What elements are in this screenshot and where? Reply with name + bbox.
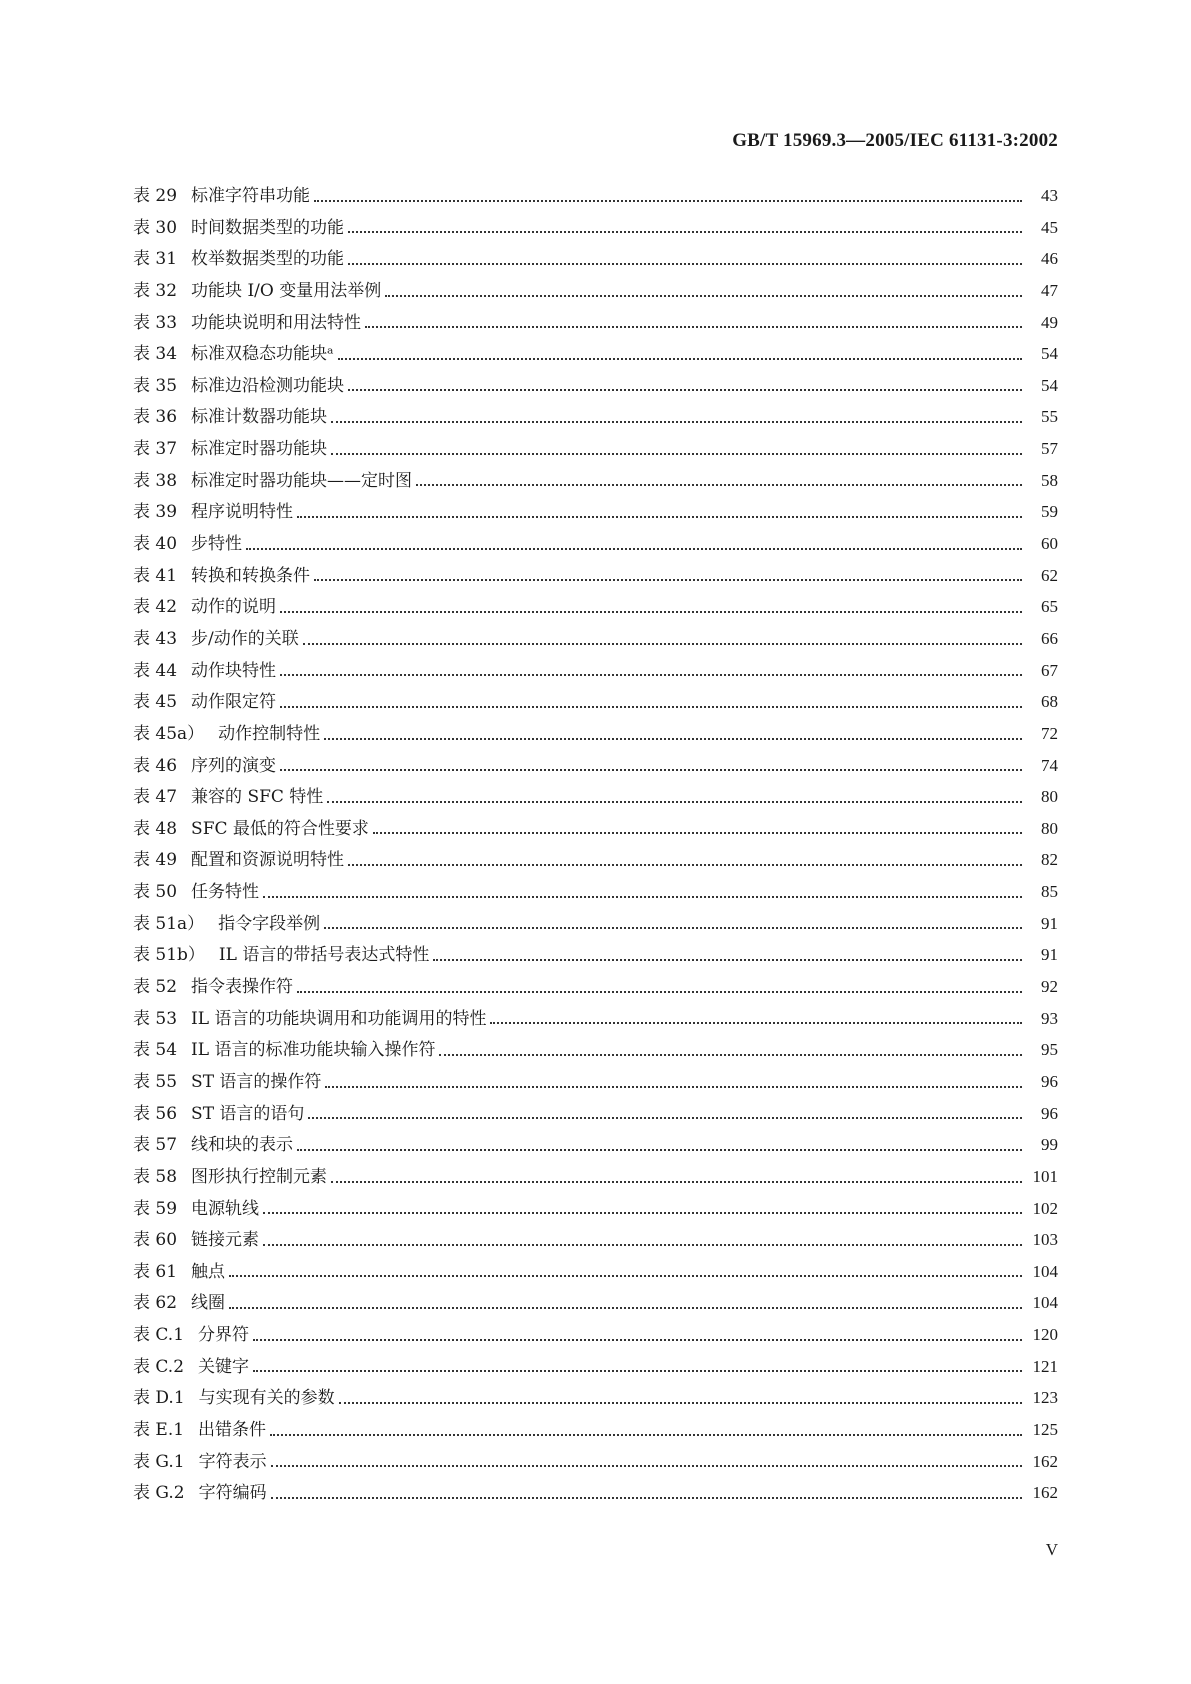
toc-entry[interactable] <box>133 307 1058 339</box>
toc-entry-label: 表 31 <box>133 249 178 270</box>
toc-entry-page: 54 <box>1041 344 1058 364</box>
toc-entry[interactable] <box>133 781 1058 813</box>
toc-entry-title: 标准字符串功能 <box>191 186 311 206</box>
toc-entry-page: 49 <box>1041 312 1058 332</box>
toc-entry-page: 95 <box>1041 1040 1058 1060</box>
toc-entry[interactable] <box>133 718 1058 750</box>
toc-entry-label: 表 40 <box>133 534 178 555</box>
toc-entry-page: 58 <box>1041 470 1058 490</box>
toc-entry-label: 表 38 <box>133 470 178 491</box>
toc-entry[interactable] <box>133 1003 1058 1035</box>
toc-leader-dots <box>373 813 1022 845</box>
toc-entry-page: 96 <box>1041 1071 1058 1091</box>
toc-entry[interactable] <box>133 370 1058 402</box>
toc-entry[interactable] <box>133 212 1058 244</box>
toc-leader-dots <box>271 1477 1022 1509</box>
toc-entry-page: 104 <box>1032 1293 1058 1313</box>
toc-entry-title: 动作控制特性 <box>218 723 321 744</box>
toc-entry[interactable] <box>133 844 1058 876</box>
toc-leader-dots <box>314 180 1022 212</box>
toc-leader-dots <box>263 876 1022 908</box>
toc-leader-dots <box>331 401 1022 433</box>
toc-entry-page: 104 <box>1032 1261 1058 1281</box>
toc-leader-dots <box>338 338 1022 370</box>
toc-entry-page: 72 <box>1041 723 1058 743</box>
toc-leader-dots <box>303 623 1022 655</box>
toc-entry-label: 表 39 <box>133 502 178 523</box>
toc-entry-title: 电源轨线 <box>191 1198 260 1219</box>
toc-leader-dots <box>327 781 1022 813</box>
toc-entry[interactable] <box>133 655 1058 687</box>
toc-entry-page: 93 <box>1041 1008 1058 1028</box>
toc-entry-label: 表 36 <box>133 407 178 428</box>
toc-entry-label: 表 60 <box>133 1230 178 1251</box>
toc-leader-dots <box>229 1256 1022 1288</box>
toc-entry[interactable] <box>133 338 1058 370</box>
toc-leader-dots <box>433 939 1022 971</box>
toc-entry[interactable] <box>133 275 1058 307</box>
toc-entry-label: 表 G.1 <box>133 1451 185 1472</box>
toc-entry-title: 步特性 <box>191 534 243 555</box>
toc-entry-page: 99 <box>1041 1135 1058 1155</box>
toc-entry-page: 66 <box>1041 628 1058 648</box>
toc-leader-dots <box>280 591 1022 623</box>
toc-entry[interactable] <box>133 1319 1058 1351</box>
toc-entry-page: 85 <box>1041 882 1058 902</box>
toc-entry-title: IL 语言的标准功能块输入操作符 <box>191 1040 436 1061</box>
toc-entry[interactable] <box>133 1382 1058 1414</box>
toc-entry-label: 表 53 <box>133 1008 178 1029</box>
toc-entry-page: 62 <box>1041 565 1058 585</box>
toc-entry-title: 图形执行控制元素 <box>191 1166 328 1187</box>
toc-entry-label: 表 56 <box>133 1103 178 1124</box>
toc-entry-label: 表 30 <box>133 217 178 238</box>
toc-entry[interactable] <box>133 813 1058 845</box>
toc-leader-dots <box>297 1129 1022 1161</box>
toc-entry-page: 91 <box>1041 913 1058 933</box>
toc-entry-label: 表 44 <box>133 660 178 681</box>
toc-entry[interactable] <box>133 1414 1058 1446</box>
toc-entry-title: 触点 <box>191 1261 226 1282</box>
toc-entry-title: 标准双稳态功能块ᵃ <box>191 344 334 365</box>
standard-number: GB/T 15969.3—2005/IEC 61131-3:2002 <box>732 130 1058 151</box>
toc-entry[interactable] <box>133 1193 1058 1225</box>
toc-entry-label: 表 62 <box>133 1293 178 1314</box>
toc-entry[interactable] <box>133 908 1058 940</box>
toc-entry-label: 表 54 <box>133 1040 178 1061</box>
page-footer <box>1046 1540 1058 1560</box>
toc-entry-label: 表 32 <box>133 280 178 301</box>
toc-entry-page: 68 <box>1041 692 1058 712</box>
toc-leader-dots <box>280 686 1022 718</box>
toc-entry[interactable] <box>133 1034 1058 1066</box>
toc-entry-label: 表 46 <box>133 755 178 776</box>
toc-entry-title: 字符表示 <box>198 1451 267 1472</box>
toc-entry[interactable] <box>133 1477 1058 1509</box>
toc-entry-label: 表 29 <box>133 186 178 206</box>
toc-entry-title: 标准定时器功能块 <box>191 439 328 460</box>
toc-entry[interactable] <box>133 623 1058 655</box>
toc-leader-dots <box>229 1287 1022 1319</box>
toc-entry-label: 表 51a） <box>133 913 205 934</box>
toc-entry[interactable] <box>133 1129 1058 1161</box>
toc-entry-title: ST 语言的语句 <box>191 1103 305 1124</box>
toc-entry[interactable] <box>133 876 1058 908</box>
toc-leader-dots <box>297 496 1022 528</box>
toc-entry-title: 功能块 I/O 变量用法举例 <box>191 280 382 301</box>
toc-entry-title: SFC 最低的符合性要求 <box>191 818 369 839</box>
toc-entry-label: 表 45a） <box>133 723 205 744</box>
toc-entry-title: 配置和资源说明特性 <box>191 850 345 871</box>
toc-entry-label: 表 45 <box>133 692 178 713</box>
toc-entry-title: IL 语言的带括号表达式特性 <box>218 945 430 966</box>
toc-entry-label: 表 37 <box>133 439 178 460</box>
toc-entry-title: 标准计数器功能块 <box>191 407 328 428</box>
toc-entry-label: 表 51b） <box>133 945 205 966</box>
toc-entry-page: 65 <box>1041 597 1058 617</box>
toc-leader-dots <box>348 212 1022 244</box>
toc-entry[interactable] <box>133 496 1058 528</box>
toc-entry-label: 表 61 <box>133 1261 178 1282</box>
toc-entry-title: 任务特性 <box>191 882 260 903</box>
toc-entry-title: 指令字段举例 <box>218 913 321 934</box>
toc-leader-dots <box>263 1193 1022 1225</box>
toc-entry-page: 80 <box>1041 787 1058 807</box>
toc-entry-title: 序列的演变 <box>191 755 277 776</box>
toc-entry[interactable] <box>133 465 1058 497</box>
toc-leader-dots <box>348 370 1022 402</box>
toc-leader-dots <box>325 1066 1022 1098</box>
toc-entry-page: 60 <box>1041 534 1058 554</box>
toc-entry-page: 47 <box>1041 280 1058 300</box>
toc-entry[interactable] <box>133 1224 1058 1256</box>
toc-leader-dots <box>385 275 1022 307</box>
toc-entry-page: 91 <box>1041 945 1058 965</box>
toc-entry[interactable] <box>133 591 1058 623</box>
toc-entry-title: 程序说明特性 <box>191 502 294 523</box>
toc-leader-dots <box>263 1224 1022 1256</box>
toc-entry-page: 103 <box>1032 1230 1058 1250</box>
toc-entry-label: 表 42 <box>133 597 178 618</box>
toc-entry-title: 指令表操作符 <box>191 977 294 998</box>
toc-entry-title: 与实现有关的参数 <box>198 1388 335 1409</box>
toc-entry-page: 162 <box>1032 1483 1058 1503</box>
toc-entry-title: 出错条件 <box>198 1419 267 1440</box>
toc-entry[interactable] <box>133 1256 1058 1288</box>
toc-leader-dots <box>324 718 1022 750</box>
toc-entry-page: 46 <box>1041 249 1058 269</box>
toc-entry-label: 表 C.1 <box>133 1325 185 1346</box>
toc-entry[interactable] <box>133 528 1058 560</box>
toc-leader-dots <box>271 1446 1022 1478</box>
toc-entry[interactable] <box>133 971 1058 1003</box>
toc-entry-label: 表 59 <box>133 1198 178 1219</box>
toc-entry-label: 表 47 <box>133 787 178 808</box>
toc-entry-title: 线和块的表示 <box>191 1135 294 1156</box>
toc-entry[interactable] <box>133 433 1058 465</box>
toc-leader-dots <box>253 1351 1022 1383</box>
toc-entry-label: 表 43 <box>133 628 178 649</box>
toc-entry-label: 表 41 <box>133 565 178 586</box>
toc-entry-page: 96 <box>1041 1103 1058 1123</box>
toc-leader-dots <box>348 844 1022 876</box>
toc-entry-label: 表 D.1 <box>133 1388 185 1409</box>
toc-leader-dots <box>297 971 1022 1003</box>
toc-leader-dots <box>280 750 1022 782</box>
toc-leader-dots <box>331 1161 1022 1193</box>
toc-leader-dots <box>324 908 1022 940</box>
toc-entry[interactable] <box>133 1351 1058 1383</box>
toc-entry[interactable] <box>133 243 1058 275</box>
toc-leader-dots <box>314 560 1022 592</box>
toc-entry-title: 动作限定符 <box>191 692 277 713</box>
toc-entry-page: 54 <box>1041 375 1058 395</box>
toc-entry-page: 59 <box>1041 502 1058 522</box>
toc-entry[interactable] <box>133 939 1058 971</box>
toc-entry-page: 45 <box>1041 217 1058 237</box>
toc-entry-label: 表 50 <box>133 882 178 903</box>
toc-leader-dots <box>490 1003 1022 1035</box>
toc-entry-page: 92 <box>1041 977 1058 997</box>
toc-entry-page: 80 <box>1041 818 1058 838</box>
toc-entry-page: 101 <box>1032 1166 1058 1186</box>
toc-entry-title: 动作的说明 <box>191 597 277 618</box>
toc-entry-title: 关键字 <box>198 1356 250 1377</box>
toc-entry-label: 表 C.2 <box>133 1356 185 1377</box>
toc-entry-label: 表 33 <box>133 312 178 333</box>
toc-leader-dots <box>416 465 1022 497</box>
toc-entry-title: 时间数据类型的功能 <box>191 217 345 238</box>
toc-entry[interactable] <box>133 1098 1058 1130</box>
toc-leader-dots <box>331 433 1022 465</box>
toc-entry-page: 102 <box>1032 1198 1058 1218</box>
toc-entry-title: 转换和转换条件 <box>191 565 311 586</box>
toc-entry-page: 162 <box>1032 1451 1058 1471</box>
toc-entry[interactable] <box>133 1287 1058 1319</box>
toc-entry[interactable] <box>133 750 1058 782</box>
toc-leader-dots <box>348 243 1022 275</box>
toc-entry-label: 表 48 <box>133 818 178 839</box>
toc-entry-title: 线圈 <box>191 1293 226 1314</box>
toc-leader-dots <box>270 1414 1022 1446</box>
toc-entry-label: 表 58 <box>133 1166 178 1187</box>
toc-entry-page: 120 <box>1032 1325 1058 1345</box>
toc-entry[interactable] <box>133 560 1058 592</box>
toc-entry[interactable] <box>133 401 1058 433</box>
table-of-contents <box>133 180 1058 1509</box>
toc-entry[interactable] <box>133 1446 1058 1478</box>
toc-entry-page: 55 <box>1041 407 1058 427</box>
toc-entry-page: 57 <box>1041 439 1058 459</box>
toc-leader-dots <box>246 528 1022 560</box>
toc-leader-dots <box>365 307 1022 339</box>
toc-entry-title: 功能块说明和用法特性 <box>191 312 362 333</box>
page-number: V <box>1045 1540 1058 1559</box>
toc-entry-page: 121 <box>1032 1356 1058 1376</box>
toc-leader-dots <box>439 1034 1022 1066</box>
toc-entry-title: 标准定时器功能块——定时图 <box>191 470 413 491</box>
toc-entry-label: 表 55 <box>133 1071 178 1092</box>
toc-entry-page: 43 <box>1041 186 1058 205</box>
toc-entry-title: IL 语言的功能块调用和功能调用的特性 <box>191 1008 487 1029</box>
toc-entry-label: 表 35 <box>133 375 178 396</box>
toc-entry-label: 表 49 <box>133 850 178 871</box>
toc-entry-title: ST 语言的操作符 <box>191 1071 322 1092</box>
document-header <box>732 130 1058 152</box>
toc-entry-label: 表 57 <box>133 1135 178 1156</box>
toc-entry-title: 步/动作的关联 <box>191 628 299 649</box>
toc-entry[interactable] <box>133 1066 1058 1098</box>
toc-entry-page: 82 <box>1041 850 1058 870</box>
toc-entry-title: 分界符 <box>198 1325 250 1346</box>
toc-entry-title: 链接元素 <box>191 1230 260 1251</box>
toc-entry-page: 67 <box>1041 660 1058 680</box>
toc-entry[interactable] <box>133 1161 1058 1193</box>
toc-entry-page: 125 <box>1032 1419 1058 1439</box>
toc-entry-title: 动作块特性 <box>191 660 277 681</box>
toc-leader-dots <box>308 1098 1022 1130</box>
toc-entry-page: 123 <box>1032 1388 1058 1408</box>
toc-entry-page: 74 <box>1041 755 1058 775</box>
toc-entry-label: 表 34 <box>133 344 178 365</box>
toc-entry[interactable] <box>133 686 1058 718</box>
toc-entry-title: 标准边沿检测功能块 <box>191 375 345 396</box>
toc-entry-title: 枚举数据类型的功能 <box>191 249 345 270</box>
toc-entry-label: 表 52 <box>133 977 178 998</box>
toc-entry-title: 兼容的 SFC 特性 <box>191 787 324 808</box>
toc-leader-dots <box>280 655 1022 687</box>
toc-entry[interactable] <box>133 180 1058 212</box>
toc-leader-dots <box>339 1382 1022 1414</box>
toc-entry-label: 表 E.1 <box>133 1419 185 1440</box>
toc-entry-title: 字符编码 <box>198 1483 267 1504</box>
toc-entry-label: 表 G.2 <box>133 1483 185 1504</box>
toc-leader-dots <box>253 1319 1022 1351</box>
